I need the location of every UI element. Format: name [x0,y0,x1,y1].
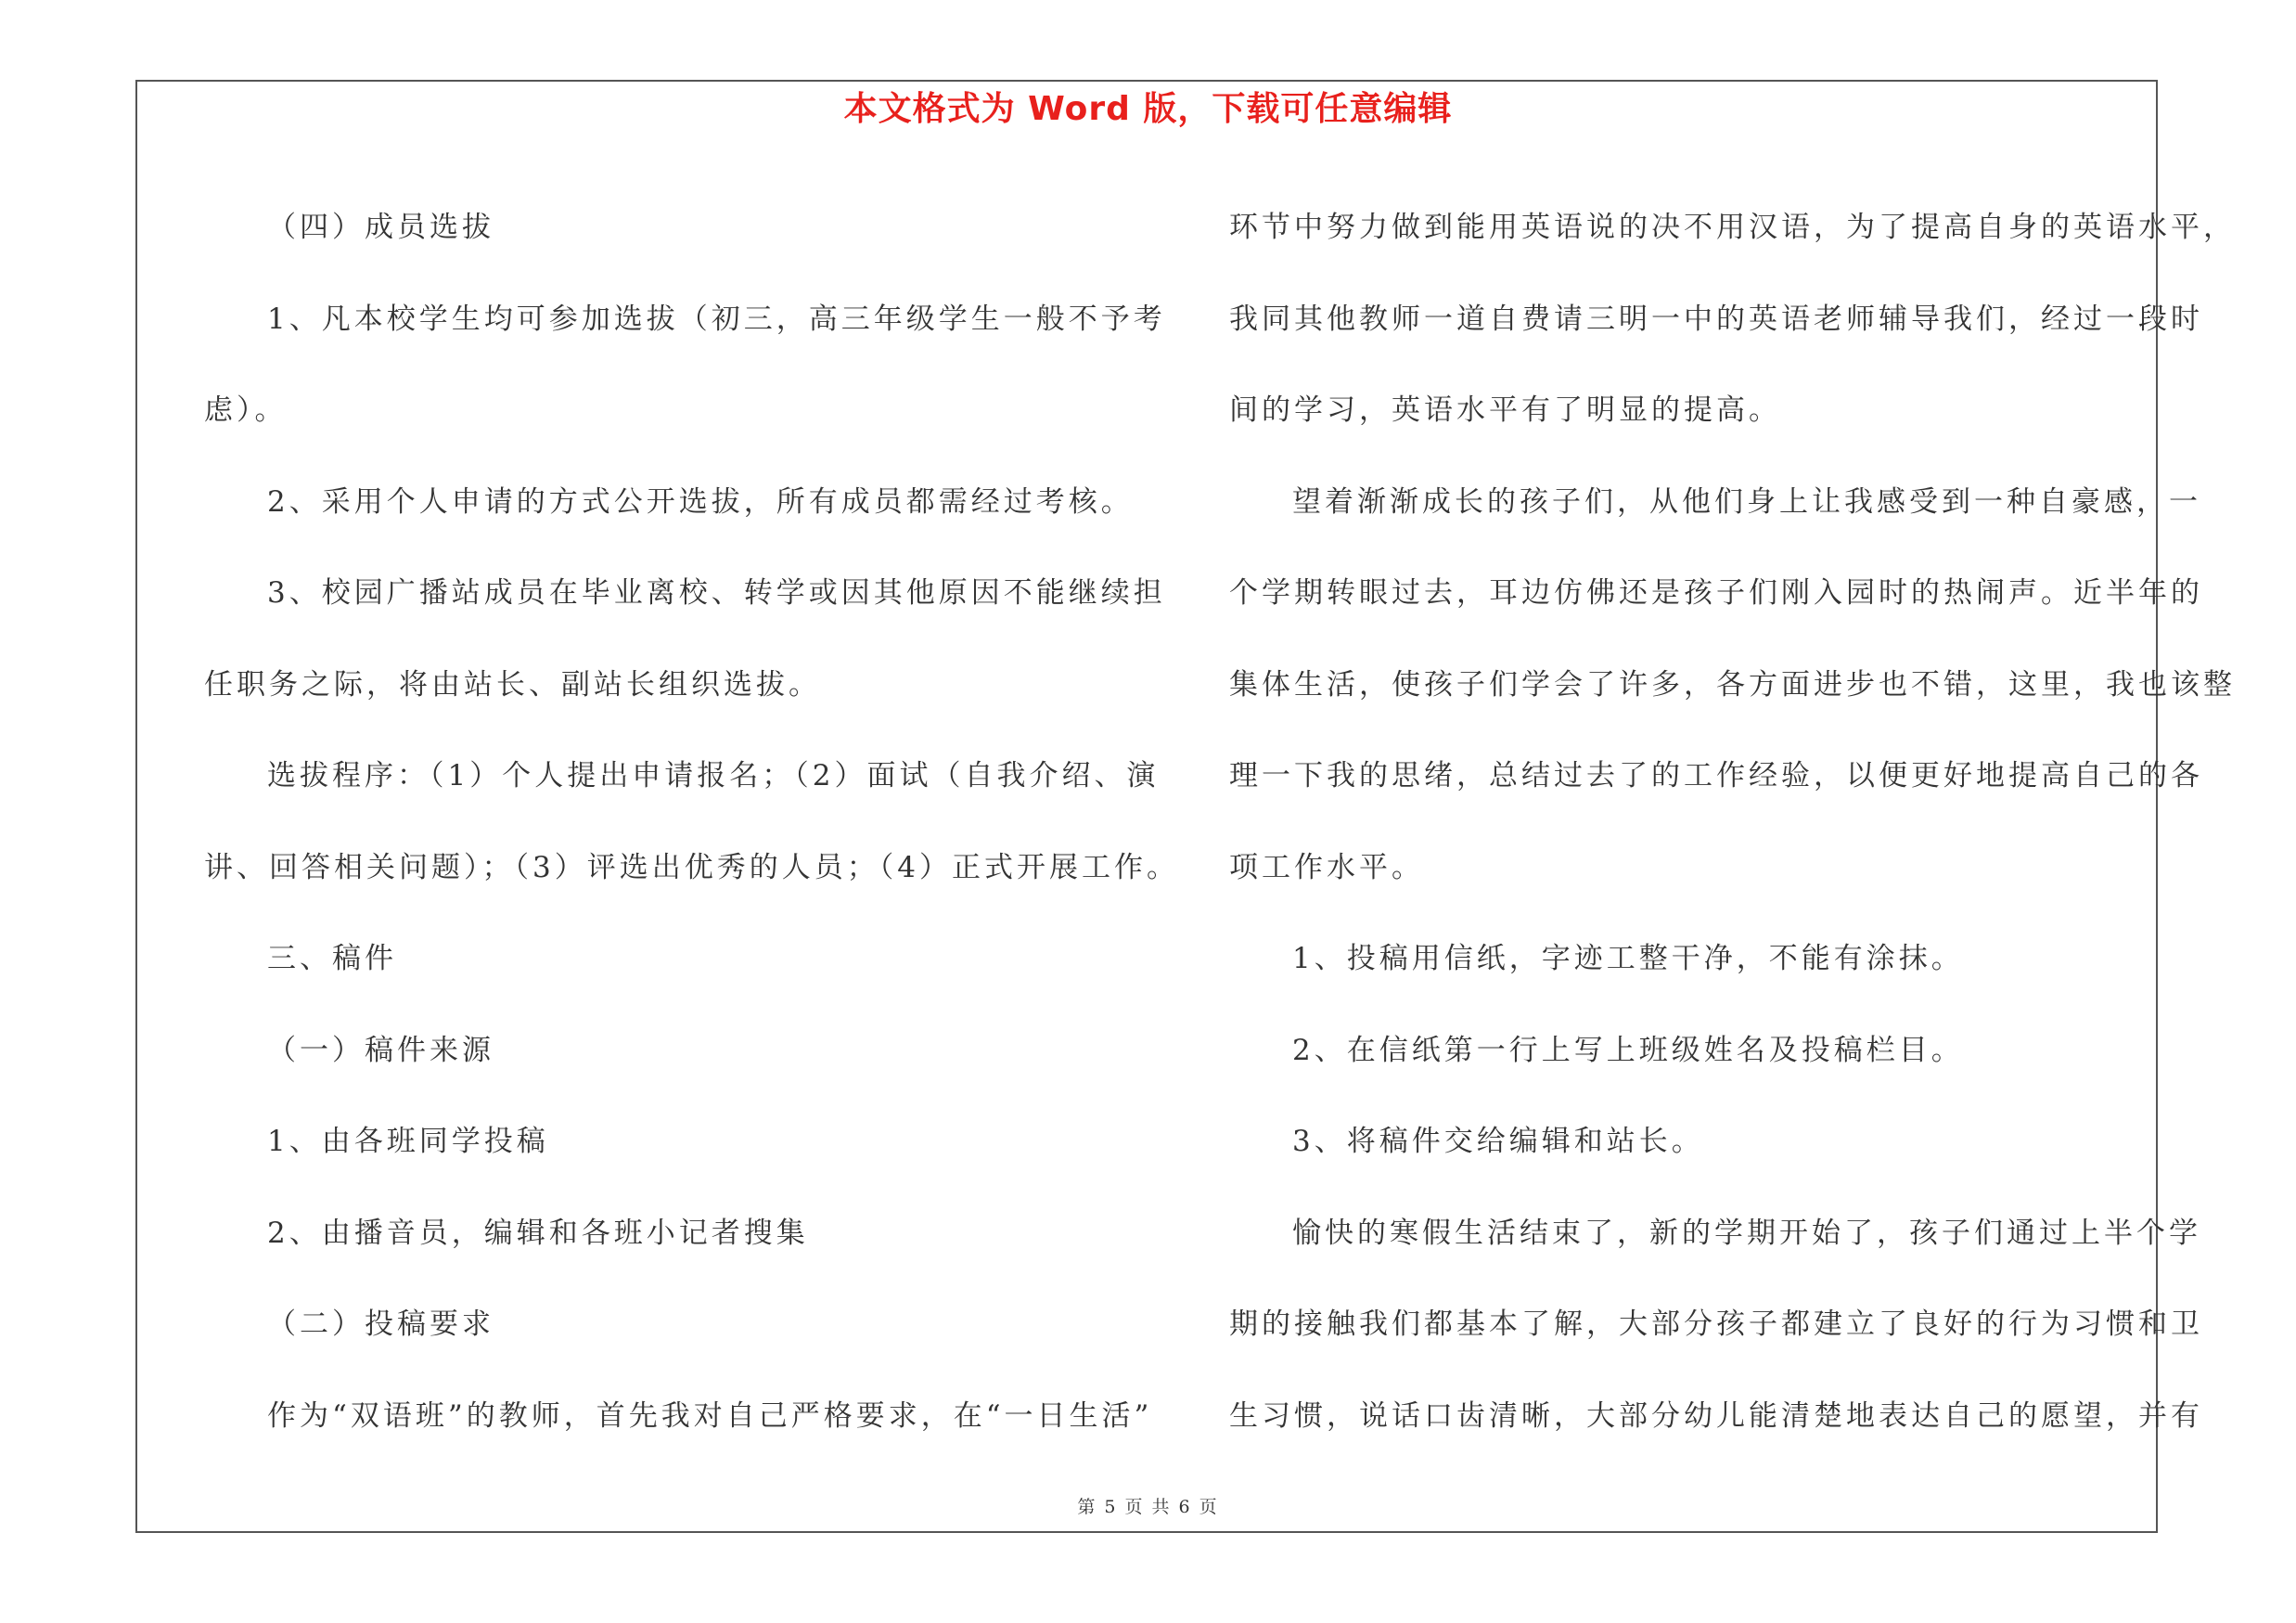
paragraph-line: （一）稿件来源 [267,1033,494,1067]
paragraph-line: 三、稿件 [267,942,397,975]
left-column [204,182,1179,1462]
paragraph-line: 望着渐渐成长的孩子们，从他们身上让我感受到一种自豪感，一 [1292,484,2201,519]
paragraph-line: 愉快的寒假生活结束了，新的学期开始了，孩子们通过上半个学 [1292,1216,2201,1250]
paragraph-line: 2、在信纸第一行上写上班级姓名及投稿栏目。 [1292,1033,1964,1067]
paragraph-line: 2、采用个人申请的方式公开选拔，所有成员都需经过考核。 [267,484,1134,519]
paragraph-line: 选拔程序：（1）个人提出申请报名；（2）面试（自我介绍、演 [267,759,1160,792]
paragraph-line: 期的接触我们都基本了解，大部分孩子都建立了良好的行为习惯和卫 [1229,1307,2203,1341]
paragraph-line: 2、由播音员，编辑和各班小记者搜集 [267,1216,809,1250]
right-column [1229,182,2236,1462]
format-banner: 本文格式为 Word 版，下载可任意编辑 [843,90,1453,128]
paragraph-line: 环节中努力做到能用英语说的决不用汉语，为了提高自身的英语水平， [1229,211,2236,244]
paragraph-line: 间的学习，英语水平有了明显的提高。 [1229,393,1781,427]
paragraph-line: 3、校园广播站成员在毕业离校、转学或因其他原因不能继续担 [267,576,1166,610]
paragraph-line: 我同其他教师一道自费请三明一中的英语老师辅导我们，经过一段时 [1229,302,2203,336]
paragraph-line: 个学期转眼过去，耳边仿佛还是孩子们刚入园时的热闹声。近半年的 [1229,576,2203,610]
paragraph-line: 理一下我的思绪，总结过去了的工作经验，以便更好地提高自己的各 [1229,759,2203,792]
paragraph-line: 3、将稿件交给编辑和站长。 [1292,1125,1704,1158]
paragraph-line: 作为“双语班”的教师，首先我对自己严格要求，在“一日生活” [267,1398,1153,1433]
paragraph-line: 虑）。 [204,393,288,427]
paragraph-line: 项工作水平。 [1229,850,1424,884]
paragraph-line: 生习惯，说话口齿清晰，大部分幼儿能清楚地表达自己的愿望，并有 [1229,1398,2203,1433]
paragraph-line: （四）成员选拔 [267,211,494,244]
paragraph-line: 1、投稿用信纸，字迹工整干净，不能有涂抹。 [1292,942,1964,975]
paragraph-line: 1、由各班同学投稿 [267,1125,549,1158]
paragraph-line: 任职务之际，将由站长、副站长组织选拔。 [204,667,821,702]
paragraph-line: （二）投稿要求 [267,1307,494,1341]
paragraph-line: 1、凡本校学生均可参加选拔（初三，高三年级学生一般不予考 [267,302,1166,336]
paragraph-line: 讲、回答相关问题）；（3）评选出优秀的人员；（4）正式开展工作。 [204,850,1179,884]
paragraph-line: 集体生活，使孩子们学会了许多，各方面进步也不错，这里，我也该整 [1229,667,2236,702]
page-number-footer: 第 5 页 共 6 页 [1077,1497,1219,1517]
